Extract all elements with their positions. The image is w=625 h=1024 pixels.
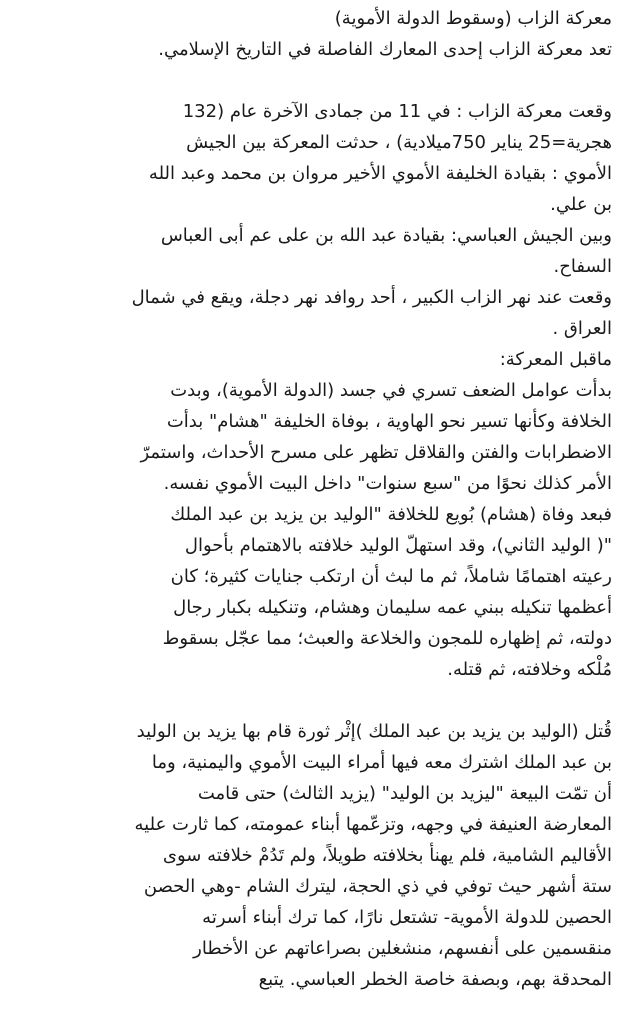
paragraph-gap: [6, 685, 612, 716]
text-line: بن علي.: [550, 194, 612, 215]
text-line: رعيته اهتمامًا شاملاً، ثم ما لبث أن ارتكب جنايات كثيرة؛ كان: [170, 566, 612, 587]
text-line: المحدقة بهم، وبصفة خاصة الخطر العباسي. يتبع: [258, 969, 612, 990]
text-line: فبعد وفاة (هشام) بُويع للخلافة "الوليد بن يزيد بن عبد الملك: [170, 504, 612, 525]
text-line: وقعت معركة الزاب : في 11 من جمادى الآخرة عام (132: [182, 101, 612, 122]
text-line: مُلْكه وخلافته، ثم قتله.: [447, 659, 612, 680]
text-line: هجرية=25 يناير 750ميلادية) ، حدثت المعركة بين الجيش: [186, 132, 612, 153]
text-line: ستة أشهر حيث توفي في ذي الحجة، ليترك الشام -وهي الحصن: [143, 876, 612, 897]
intro-line: تعد معركة الزاب إحدى المعارك الفاصلة في التاريخ الإسلامي.: [158, 39, 612, 60]
text-line: قُتل (الوليد بن يزيد بن عبد الملك )إثْر ثورة قام بها يزيد بن الوليد: [136, 721, 612, 742]
text-line: العراق .: [552, 318, 612, 339]
text-line: المعارضة العنيفة في وجهه، وتزعّمها أبناء عمومته، كما ثارت عليه: [134, 814, 612, 835]
text-line: منقسمين على أنفسهم، منشغلين بصراعاتهم عن الأخطار: [193, 938, 612, 959]
text-line: الأموي : بقيادة الخليفة الأموي الأخير مروان بن محمد وعبد الله: [148, 163, 612, 184]
text-line: الحصين للدولة الأموية- تشتعل نارًا، كما ترك أبناء أسرته: [202, 907, 612, 928]
text-line: الخلافة وكأنها تسير نحو الهاوية ، بوفاة الخليفة "هشام" بدأت: [166, 411, 612, 432]
text-line: الأمر كذلك نحوًا من "سبع سنوات" داخل البيت الأموي نفسه.: [163, 473, 612, 494]
text-line: أن تمّت البيعة "ليزيد بن الوليد" (يزيد الثالث) حتى قامت: [197, 783, 612, 804]
text-line: الأقاليم الشامية، فلم يهنأ بخلافته طويلاً، ولم تَدُمْ خلافته سوى: [162, 845, 612, 866]
text-line: أعظمها تنكيله ببني عمه سليمان وهشام، وتنكيله بكبار رجال: [173, 597, 612, 618]
section-heading: ماقبل المعركة:: [499, 349, 612, 370]
text-line: بدأت عوامل الضعف تسري في جسد (الدولة الأموية)، وبدت: [170, 380, 612, 401]
text-line: الاضطرابات والفتن والقلاقل تظهر على مسرح الأحداث، واستمرّ: [140, 442, 612, 463]
text-line: السفاح.: [553, 256, 612, 277]
text-line: وقعت عند نهر الزاب الكبير ، أحد روافد نهر دجلة، ويقع في شمال: [131, 287, 612, 308]
post-title: معركة الزاب (وسقوط الدولة الأموية): [334, 8, 612, 29]
text-line: "( الوليد الثاني)، وقد استهلّ الوليد خلافته بالاهتمام بأحوال: [184, 535, 612, 556]
paragraph-gap: [6, 65, 612, 96]
text-line: وبين الجيش العباسي: بقيادة عبد الله بن على عم أبى العباس: [160, 225, 612, 246]
text-line: دولته، ثم إظهاره للمجون والخلاعة والعبث؛ مما عجّل بسقوط: [162, 628, 612, 649]
text-line: بن عبد الملك اشترك معه فيها أمراء البيت الأموي واليمنية، وما: [151, 752, 612, 773]
